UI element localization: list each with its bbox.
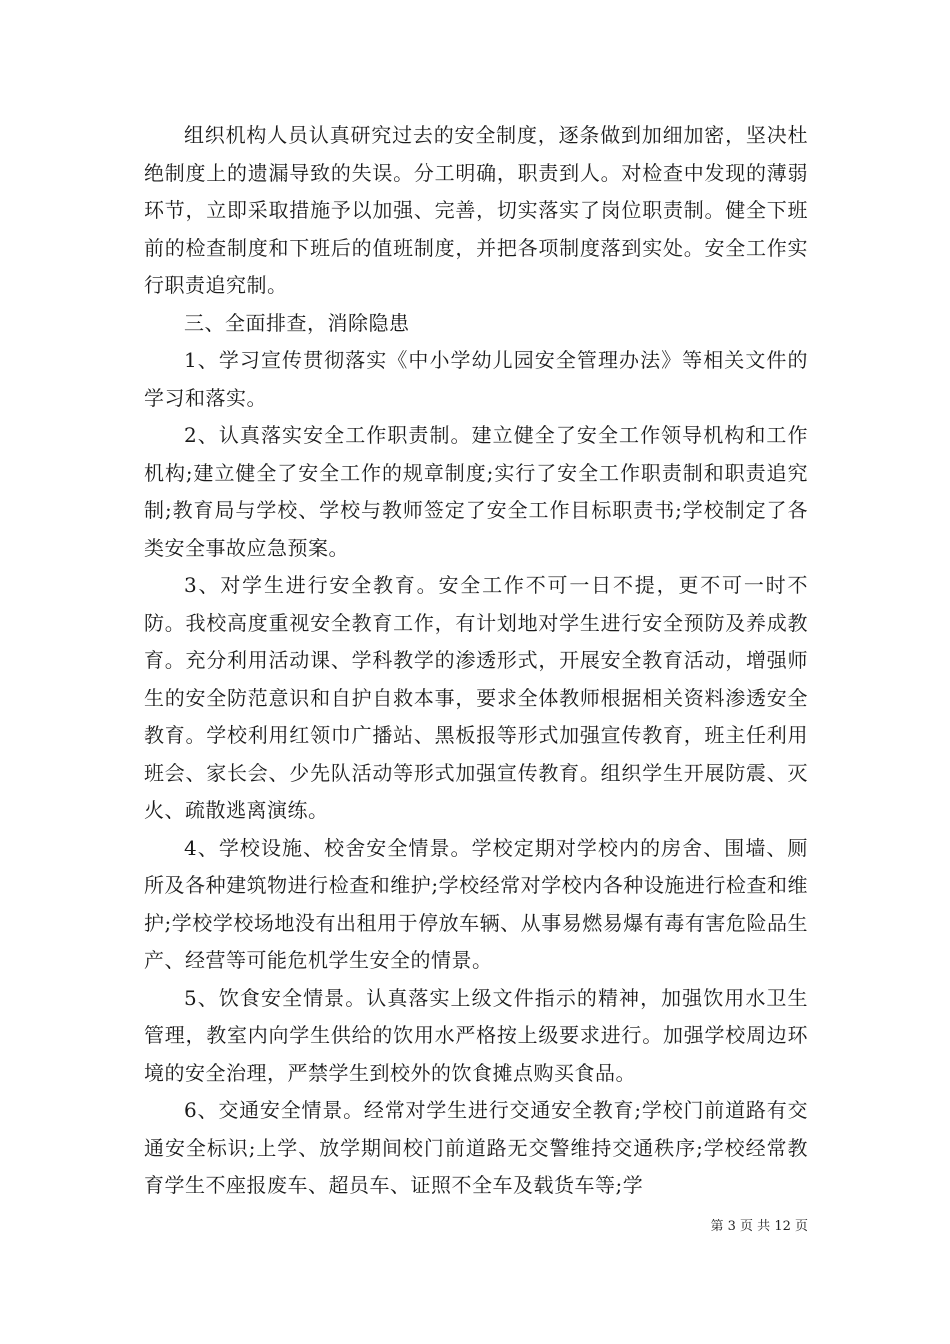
page-number-footer: 第 3 页 共 12 页	[710, 1219, 808, 1234]
paragraph-item-1: 1、学习宣传贯彻落实《中小学幼儿园安全管理办法》等相关文件的学习和落实。	[144, 348, 808, 410]
section-heading-3: 三、全面排查，消除隐患	[184, 310, 410, 335]
paragraph-item-2: 2、认真落实安全工作职责制。建立健全了安全工作领导机构和工作机构;建立健全了安全工作的规章制度;实行了安全工作职责制和职责追究制;教育局与学校、学校与教师签定了安全工作目标职责书;学校制定了各类安全事故应急预案。	[144, 423, 808, 560]
paragraph-item-3: 3、对学生进行安全教育。安全工作不可一日不提，更不可一时不防。我校高度重视安全教育工作，有计划地对学生进行安全预防及养成教育。充分利用活动课、学科教学的渗透形式，开展安全教育活动，增强师生的安全防范意识和自护自救本事，要求全体教师根据相关资料渗透安全教育。学校利用红领巾广播站、黑板报等形式加强宣传教育，班主任利用班会、家长会、少先队活动等形式加强宣传教育。组织学生开展防震、灭火、疏散逃离演练。	[144, 573, 808, 822]
paragraph-item-4: 4、学校设施、校舍安全情景。学校定期对学校内的房舍、围墙、厕所及各种建筑物进行检查和维护;学校经常对学校内各种设施进行检查和维护;学校学校场地没有出租用于停放车辆、从事易燃易爆有毒有害危险品生产、经营等可能危机学生安全的情景。	[144, 835, 808, 972]
paragraph-item-6: 6、交通安全情景。经常对学生进行交通安全教育;学校门前道路有交通安全标识;上学、放学期间校门前道路无交警维持交通秩序;学校经常教育学生不座报废车、超员车、证照不全车及载货车等;学	[144, 1098, 808, 1197]
paragraph-item-5: 5、饮食安全情景。认真落实上级文件指示的精神，加强饮用水卫生管理，教室内向学生供给的饮用水严格按上级要求进行。加强学校周边环境的安全治理，严禁学生到校外的饮食摊点购买食品。	[144, 985, 808, 1085]
paragraph-safety-system: 组织机构人员认真研究过去的安全制度，逐条做到加细加密，坚决杜绝制度上的遗漏导致的失误。分工明确，职责到人。对检查中发现的薄弱环节，立即采取措施予以加强、完善，切实落实了岗位职责制。健全下班前的检查制度和下班后的值班制度，并把各项制度落到实处。安全工作实行职责追究制。	[144, 123, 808, 297]
document-body	[144, 117, 808, 1205]
